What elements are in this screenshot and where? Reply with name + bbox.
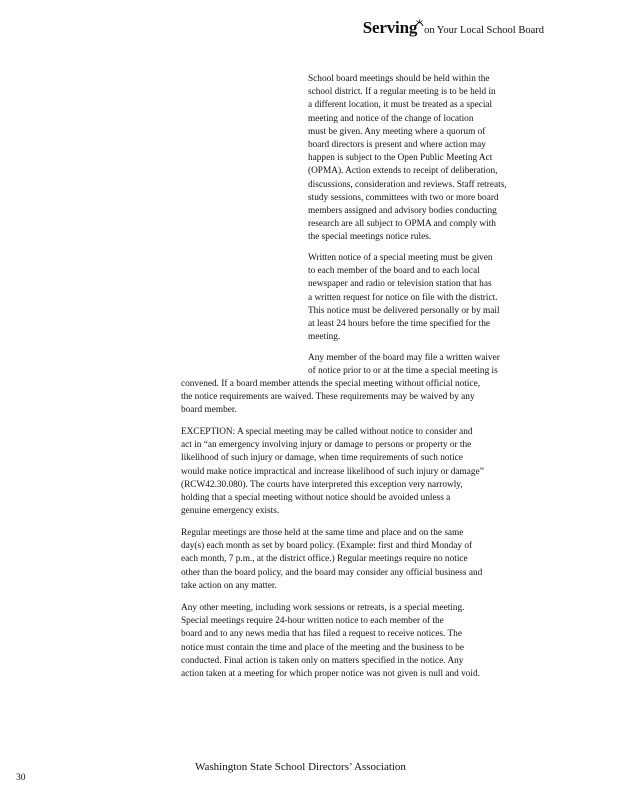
text-line: Regular meetings are those held at the same time and place and on the same (181, 528, 464, 538)
paragraph-exception (181, 426, 541, 518)
text-line: Written notice of a special meeting must be given (308, 253, 493, 263)
page-number: 30 (16, 773, 26, 783)
text-line: EXCEPTION: A special meeting may be called without notice to consider and (181, 427, 473, 437)
text-line: at least 24 hours before the time specified for the (308, 319, 490, 330)
text-line: board directors is present and where action may (308, 140, 486, 151)
paragraph-meeting-location (308, 73, 530, 245)
paragraph-written-notice (308, 252, 530, 344)
text-line: conducted. Final action is taken only on matters specified in the notice. Any (181, 655, 464, 666)
footer-organization: Washington State School Directors’ Association (195, 761, 406, 773)
text-line: School board meetings should be held within the (308, 74, 490, 84)
text-line: Any other meeting, including work sessions or retreats, is a special meeting. (181, 603, 465, 613)
text-line: take action on any matter. (181, 580, 277, 591)
header-subtitle: on Your Local School Board (424, 25, 544, 36)
text-line: Special meetings require 24-hour written notice to each member of the (181, 616, 444, 627)
text-line: board and to any news media that has filed a request to receive notices. The (181, 629, 462, 640)
text-line: genuine emergency exists. (181, 506, 280, 517)
text-line: convened. If a board member attends the special meeting without official notice, (181, 379, 481, 389)
text-line: meeting. (308, 332, 341, 343)
page-header (363, 18, 544, 38)
text-line: board member. (181, 405, 237, 416)
text-line: study sessions, committees with two or more board (308, 192, 499, 203)
text-line: other than the board policy, and the board may consider any official business and (181, 567, 483, 578)
text-line: notice must contain the time and place of the meeting and the business to be (181, 642, 464, 653)
text-line: research are all subject to OPMA and comply with (308, 219, 496, 230)
text-line: (OPMA). Action extends to receipt of deliberation, (308, 166, 498, 177)
paragraph-waiver-continued (181, 378, 541, 418)
text-line: happen is subject to the Open Public Meeting Act (308, 153, 493, 164)
text-line: action taken at a meeting for which proper notice was not given is null and void. (181, 669, 480, 680)
paragraph-regular-meetings (181, 527, 541, 593)
text-line: the special meetings notice rules. (308, 232, 432, 243)
text-line: likelihood of such injury or damage, when time requirements of such notice (181, 453, 463, 464)
paragraph-special-meetings (181, 602, 541, 681)
text-line: school district. If a regular meeting is to be held in (308, 87, 496, 98)
text-line: newspaper and radio or television station that has (308, 279, 492, 290)
text-line: of notice prior to or at the time a special meeting is (308, 366, 498, 377)
header-logo: Serving (362, 18, 418, 37)
text-line: Any member of the board may file a written waiver (308, 353, 500, 363)
text-line: (RCW42.30.080). The courts have interpreted this exception very narrowly, (181, 479, 463, 490)
sunburst-icon (415, 19, 424, 27)
text-line: would make notice impractical and increase likelihood of such injury or damage” (181, 466, 484, 477)
text-line: meeting and notice of the change of location (308, 113, 474, 124)
text-line: holding that a special meeting without notice should be avoided unless a (181, 493, 451, 504)
text-line: a written request for notice on file with the district. (308, 292, 498, 303)
paragraph-waiver-start (308, 352, 530, 378)
text-line: must be given. Any meeting where a quorum of (308, 126, 486, 137)
text-line: members assigned and advisory bodies conducting (308, 206, 497, 217)
text-line: each month, 7 p.m., at the district office.) Regular meetings require no notice (181, 554, 468, 565)
text-line: discussions, consideration and reviews. Staff retreats, (308, 179, 507, 190)
text-line: act in “an emergency involving injury or damage to persons or property or the (181, 440, 472, 451)
text-line: the notice requirements are waived. These requirements may be waived by any (181, 392, 475, 403)
text-line: to each member of the board and to each local (308, 266, 480, 277)
text-line: This notice must be delivered personally or by mail (308, 305, 500, 316)
text-line: day(s) each month as set by board policy. (Example: first and third Monday of (181, 541, 473, 552)
text-line: a different location, it must be treated as a special (308, 100, 493, 111)
